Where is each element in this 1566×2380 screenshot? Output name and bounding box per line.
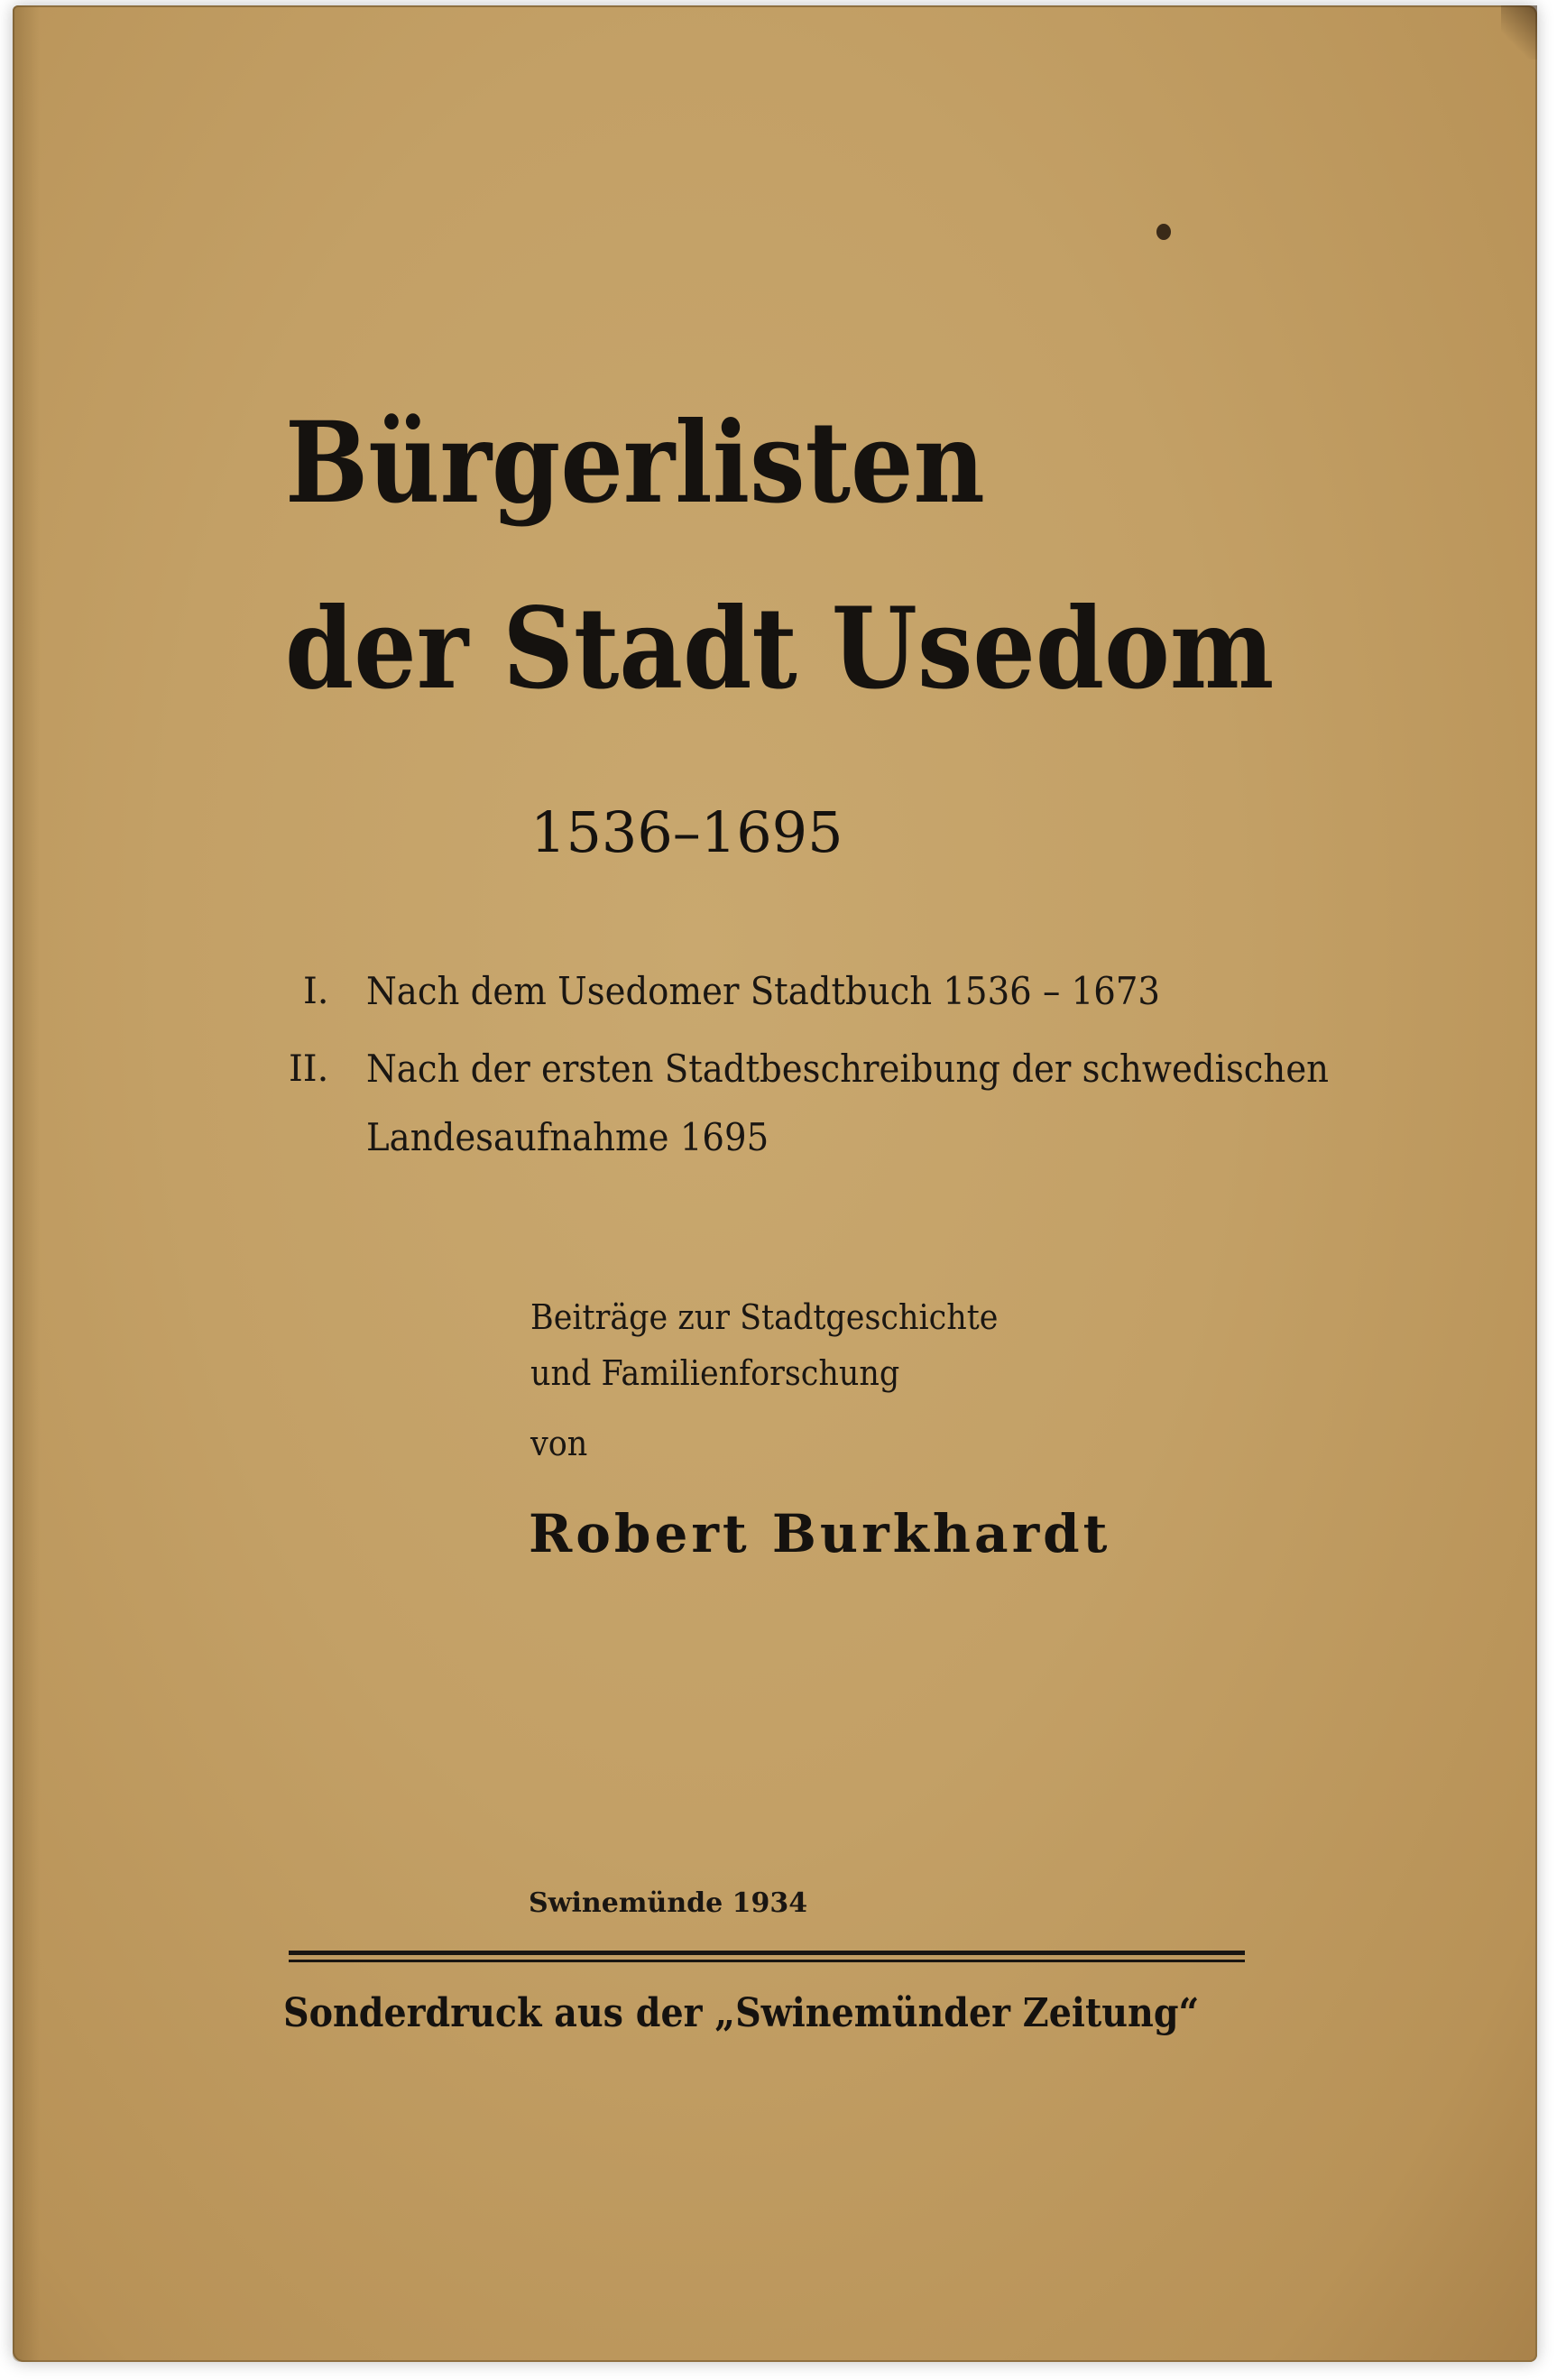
reprint-note: Sonderdruck aus der „Swinemünder Zeitung“ xyxy=(283,1990,1200,2036)
publication-place-year: Swinemünde 1934 xyxy=(529,1887,808,1919)
book-cover xyxy=(13,5,1537,2362)
section-2-text: Nach der ersten Stadtbeschreibung der schwedischen xyxy=(366,1047,1330,1091)
cover-spine-edge xyxy=(13,5,40,2362)
cover-corner-wear xyxy=(1501,5,1537,60)
section-2-text-continued: Landesaufnahme 1695 xyxy=(366,1115,769,1159)
section-1-text: Nach dem Usedomer Stadtbuch 1536 – 1673 xyxy=(366,969,1160,1013)
divider-rule-thick xyxy=(289,1951,1245,1955)
divider-rule-thin xyxy=(289,1960,1245,1962)
subtitle-by: von xyxy=(530,1424,588,1463)
subtitle-line-2: und Familienforschung xyxy=(530,1353,900,1393)
author-name: Robert Burkhardt xyxy=(529,1503,1111,1564)
subtitle-line-1: Beiträge zur Stadtgeschichte xyxy=(530,1297,999,1337)
year-range: 1536–1695 xyxy=(530,799,843,865)
stain-spot xyxy=(1156,224,1171,240)
section-2-numeral: II. xyxy=(289,1048,329,1090)
section-1-numeral: I. xyxy=(303,971,329,1012)
title-line-2: der Stadt Usedom xyxy=(285,584,1275,715)
title-line-1: Bürgerlisten xyxy=(285,398,985,529)
